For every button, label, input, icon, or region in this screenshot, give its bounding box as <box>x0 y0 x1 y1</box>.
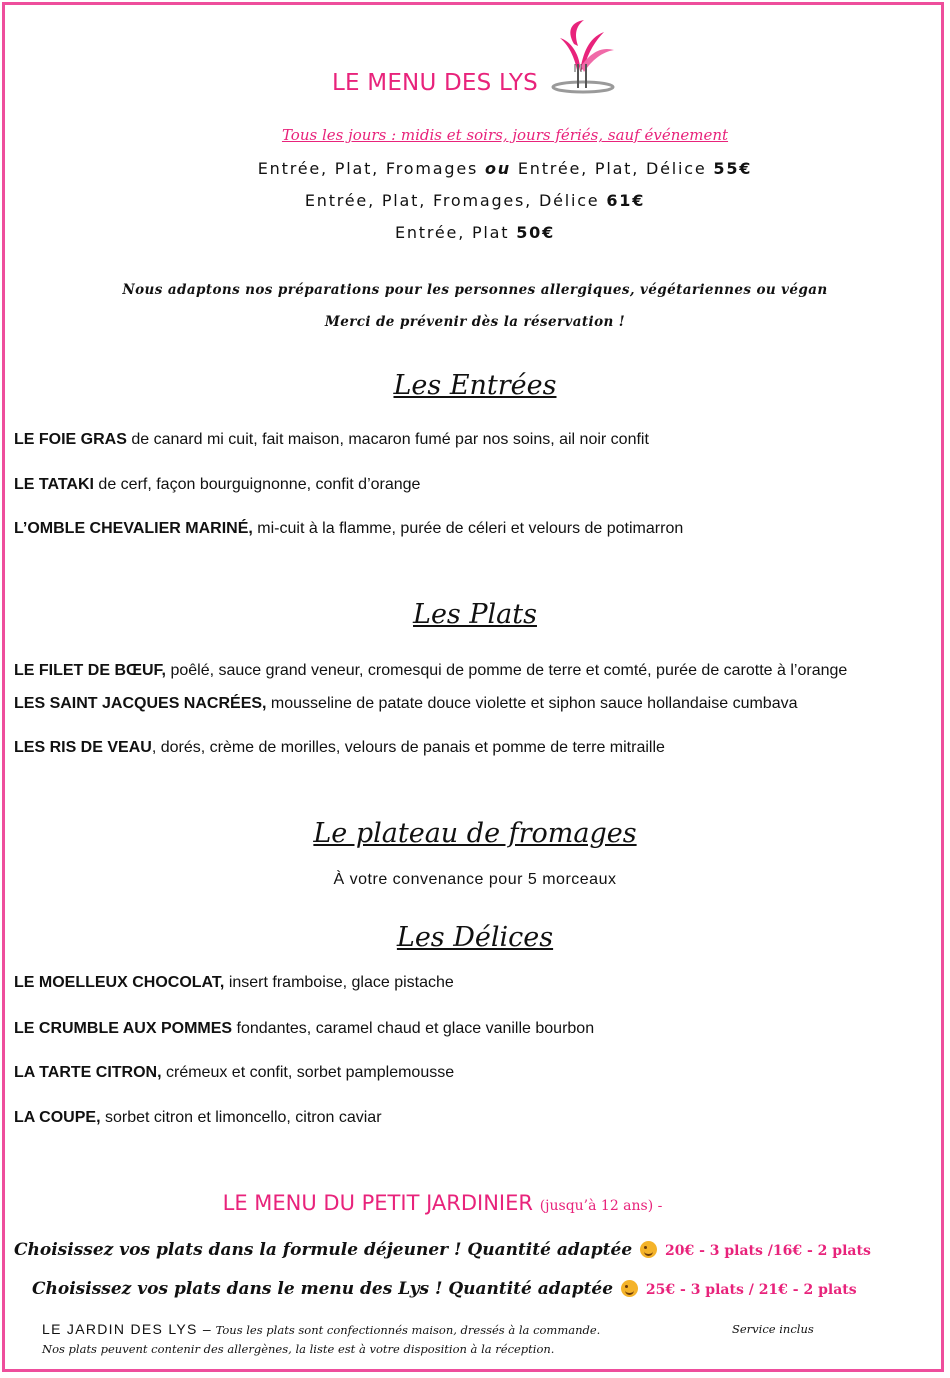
price-50: 50€ <box>516 223 556 242</box>
price-line-50: Entrée, Plat 50€ <box>394 223 556 242</box>
service-inclus: Service inclus <box>732 1322 814 1336</box>
delice-item: LE CRUMBLE AUX POMMES fondantes, caramel chaud et glace vanille bourbon <box>14 1020 595 1037</box>
footer-brand: LE JARDIN DES LYS – <box>42 1321 212 1337</box>
delice-item: LE MOELLEUX CHOCOLAT, insert framboise, glace pistache <box>14 974 454 991</box>
price-line-55: Entrée, Plat, Fromages ou Entrée, Plat, Délice 55€ <box>257 159 753 178</box>
winking-smiley-icon <box>621 1280 638 1297</box>
menu-subtitle: Tous les jours : midis et soirs, jours fériés, sauf événement <box>281 126 729 144</box>
kids-line-lys: Choisissez vos plats dans le menu des Lys ! Quantité adaptée 25€ - 3 plats / 21€ - 2 plats <box>32 1279 857 1299</box>
entree-item: L’OMBLE CHEVALIER MARINÉ, mi-cuit à la flamme, purée de céleri et velours de potimarron <box>14 520 684 537</box>
allergen-note: Nos plats peuvent contenir des allergènes, la liste est à votre disposition à la réception. <box>42 1342 555 1356</box>
winking-smiley-icon <box>640 1241 657 1258</box>
entree-item: LE FOIE GRAS de canard mi cuit, fait maison, macaron fumé par nos soins, ail noir confit <box>14 431 649 448</box>
menu-title: LE MENU DES LYS <box>332 70 538 96</box>
kids-menu-title: LE MENU DU PETIT JARDINIER (jusqu’à 12 ans) - <box>222 1191 663 1215</box>
delice-item: LA TARTE CITRON, crémeux et confit, sorbet pamplemousse <box>14 1064 455 1081</box>
section-title-delices: Les Délices <box>396 922 554 953</box>
price-55: 55€ <box>713 159 753 178</box>
kids-line-dejeuner: Choisissez vos plats dans la formule déjeuner ! Quantité adaptée 20€ - 3 plats /16€ - 2 plats <box>14 1240 871 1260</box>
delice-item: LA COUPE, sorbet citron et limoncello, citron caviar <box>14 1109 382 1126</box>
section-title-plats: Les Plats <box>413 599 537 630</box>
plat-item: LE FILET DE BŒUF, poêlé, sauce grand veneur, cromesqui de pomme de terre et comté, purée de carotte à l’orange <box>14 662 848 679</box>
section-title-entrees: Les Entrées <box>393 370 557 401</box>
allergy-note: Nous adaptons nos préparations pour les personnes allergiques, végétariennes ou végan <box>122 282 828 298</box>
entree-item: LE TATAKI de cerf, façon bourguignonne, confit d’orange <box>14 476 421 493</box>
price-61: 61€ <box>606 191 646 210</box>
kids-age: (jusqu’à 12 ans) - <box>539 1198 663 1214</box>
price-line-61: Entrée, Plat, Fromages, Délice 61€ <box>304 191 646 210</box>
section-title-fromages: Le plateau de fromages <box>313 818 637 849</box>
reservation-note: Merci de prévenir dès la réservation ! <box>324 314 626 330</box>
plat-item: LES RIS DE VEAU, dorés, crème de morilles, velours de panais et pomme de terre mitraille <box>14 739 665 756</box>
footer-line: LE JARDIN DES LYS – Tous les plats sont confectionnés maison, dressés à la commande. Service inclus <box>42 1321 814 1337</box>
plat-item: LES SAINT JACQUES NACRÉES, mousseline de patate douce violette et siphon sauce hollandaise cumbava <box>14 695 798 712</box>
fromages-note: À votre convenance pour 5 morceaux <box>333 871 617 888</box>
